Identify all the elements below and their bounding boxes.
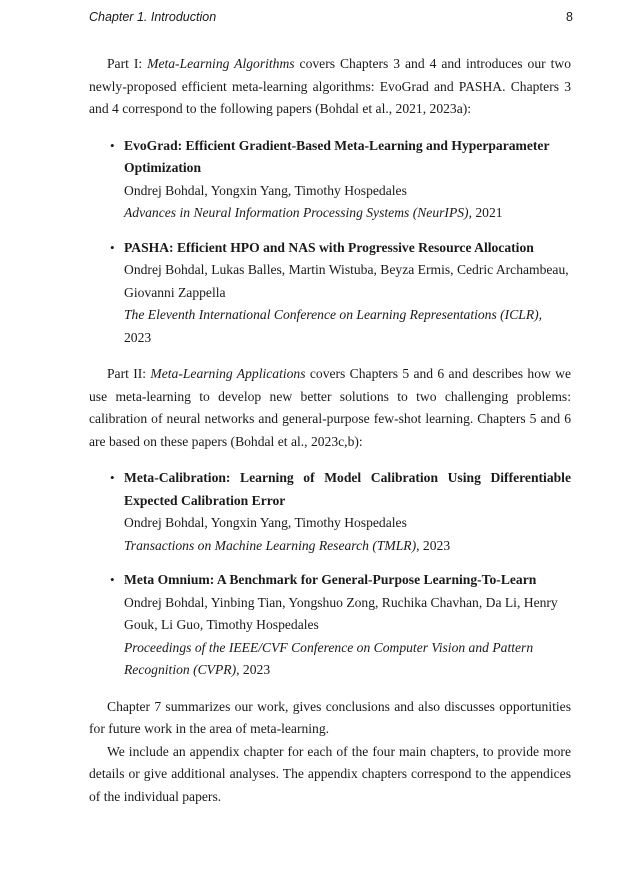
chapter7-paragraph: Chapter 7 summarizes our work, gives conclusions and also discusses opportunities for future work in the area of meta-learning. xyxy=(89,698,571,736)
paper-venue-line xyxy=(124,202,571,225)
part1-text: covers Chapters 3 and 4 and introduces our two newly-proposed efficient meta-learning algorithms: EvoGrad and PASHA. Chapters 3 and 4 correspond to the following papers (Bohdal et al., 2021, 2023a): xyxy=(89,56,571,116)
paper-venue: Proceedings of the IEEE/CVF Conference on Computer Vision and Pattern Recognition (CVPR) xyxy=(124,639,534,677)
paper-authors: Ondrej Bohdal, Yongxin Yang, Timothy Hospedales xyxy=(124,182,407,198)
paper-pasha xyxy=(89,237,571,350)
part1-paper-list xyxy=(89,135,571,350)
page-number: 8 xyxy=(566,10,573,24)
bullet: • xyxy=(110,239,115,255)
paper-meta-calibration xyxy=(89,467,571,557)
paper-venue-line xyxy=(124,637,571,682)
paper-title: PASHA: Efficient HPO and NAS with Progressive Resource Allocation xyxy=(124,239,534,255)
paper-title: EvoGrad: Efficient Gradient-Based Meta-Learning and Hyperparameter Optimization xyxy=(124,137,550,175)
paper-venue: The Eleventh International Conference on Learning Representations (ICLR), xyxy=(124,307,543,322)
paper-venue: Transactions on Machine Learning Research (TMLR) xyxy=(124,537,417,553)
paper-title: Meta Omnium: A Benchmark for General-Purpose Learning-To-Learn xyxy=(124,572,537,587)
part2-lead: Part II: xyxy=(107,366,151,381)
part1-lead: Part I: xyxy=(107,56,148,71)
paper-venue-line xyxy=(124,535,571,558)
paper-authors: Ondrej Bohdal, Lukas Balles, Martin Wistuba, Beyza Ermis, Cedric Archambeau, Giovanni Zappella xyxy=(124,262,569,300)
appendix-paragraph: We include an appendix chapter for each of the four main chapters, to provide more details or give additional analyses. The appendix chapters correspond to the appendices of the individual papers. xyxy=(89,743,571,804)
bullet: • xyxy=(110,137,115,153)
chapter-title: Chapter 1. Introduction xyxy=(89,10,217,24)
paper-year: , 2021 xyxy=(468,205,503,220)
paper-venue-line xyxy=(124,304,571,349)
paper-authors: Ondrej Bohdal, Yinbing Tian, Yongshuo Zong, Ruchika Chavhan, Da Li, Henry Gouk, Li Guo, Timothy Hospedales xyxy=(124,594,558,632)
part2-text: covers Chapters 5 and 6 and describes how we use meta-learning to develop new better solutions to two challenging problems: calibration of neural networks and general-purpose few-shot learning. Chapters 5 and 6 are based on these papers (Bohdal et al., 2023c,b): xyxy=(89,366,572,449)
part2-paragraph xyxy=(89,363,571,453)
paper-title: Meta-Calibration: Learning of Model Calibration Using Differentiable Expected Calibration Error xyxy=(124,470,571,508)
page-body xyxy=(89,53,571,808)
paper-meta-omnium xyxy=(89,569,571,682)
part2-paper-list xyxy=(89,467,571,682)
running-header xyxy=(89,10,573,24)
bullet: • xyxy=(110,572,115,587)
paper-venue: Advances in Neural Information Processing Systems (NeurIPS) xyxy=(124,205,469,220)
paper-evograd xyxy=(89,135,571,225)
paper-year: , 2023 xyxy=(416,537,451,553)
paper-year: , 2023 xyxy=(236,662,271,677)
part1-title: Meta-Learning Algorithms xyxy=(147,56,295,71)
paper-year: 2023 xyxy=(124,329,152,345)
part1-paragraph xyxy=(89,53,571,121)
paper-authors: Ondrej Bohdal, Yongxin Yang, Timothy Hospedales xyxy=(124,515,407,530)
bullet: • xyxy=(110,470,115,485)
part2-title: Meta-Learning Applications xyxy=(150,366,306,381)
